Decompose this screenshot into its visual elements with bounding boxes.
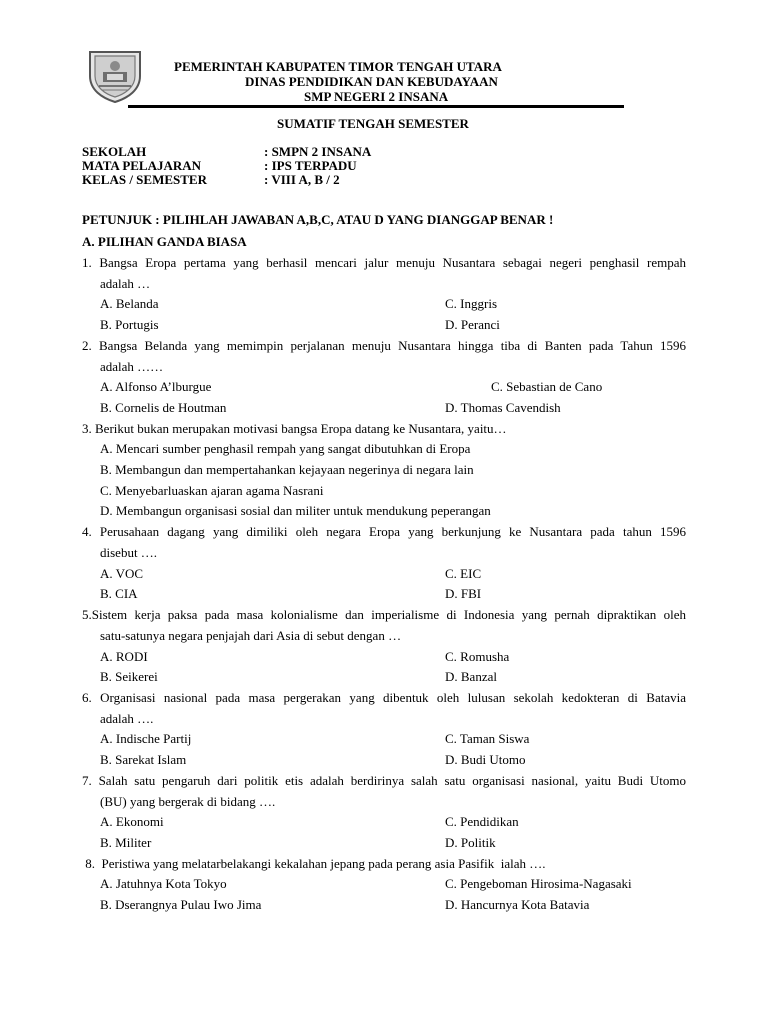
question-8-option-d: D. Hancurnya Kota Batavia (445, 897, 590, 912)
question-4-text: 4. Perusahaan dagang yang dimiliki oleh negara Eropa yang berkunjung ke Nusantara pada tahun 1596 (82, 524, 686, 539)
question-8-option-a: A. Jatuhnya Kota Tokyo (100, 876, 227, 891)
question-7-option-b: B. Militer (100, 835, 152, 850)
question-7-text: 7. Salah satu pengaruh dari politik etis adalah berdirinya salah satu organisasi nasional, yaitu Budi Utomo (82, 773, 686, 788)
question-8-option-c: C. Pengeboman Hirosima-Nagasaki (445, 876, 632, 891)
question-6-text: 6. Organisasi nasional pada masa pergerakan yang dibentuk oleh lulusan sekolah kedokteran di Batavia (82, 690, 686, 705)
question-1-option-d: D. Peranci (445, 317, 500, 332)
header-divider (128, 105, 624, 108)
header-school: SMP NEGERI 2 INSANA (304, 89, 449, 104)
question-6-text-cont: adalah …. (100, 711, 154, 726)
question-1-option-c: C. Inggris (445, 296, 497, 311)
header-government: PEMERINTAH KABUPATEN TIMOR TENGAH UTARA (174, 59, 502, 74)
question-5-option-a: A. RODI (100, 649, 148, 664)
question-3-text: 3. Berikut bukan merupakan motivasi bangsa Eropa datang ke Nusantara, yaitu… (82, 421, 507, 436)
section-heading: A. PILIHAN GANDA BIASA (82, 234, 247, 249)
question-6-option-a: A. Indische Partij (100, 731, 192, 746)
question-5-text: 5.Sistem kerja paksa pada masa kolonialisme dan imperialisme di Indonesia yang pernah dipraktikan oleh (82, 607, 686, 622)
question-4-option-a: A. VOC (100, 566, 144, 581)
instruction: PETUNJUK : PILIHLAH JAWABAN A,B,C, ATAU D YANG DIANGGAP BENAR ! (82, 212, 554, 227)
school-crest-logo (86, 46, 144, 104)
question-3-option-d: D. Membangun organisasi sosial dan militer untuk mendukung peperangan (100, 503, 491, 518)
info-label-school: SEKOLAH (82, 144, 147, 159)
info-value-subject: : IPS TERPADU (264, 158, 357, 173)
question-6-option-d: D. Budi Utomo (445, 752, 526, 767)
question-5-option-c: C. Romusha (445, 649, 510, 664)
question-3-option-a: A. Mencari sumber penghasil rempah yang sangat dibutuhkan di Eropa (100, 441, 471, 456)
question-2-text: 2. Bangsa Belanda yang memimpin perjalanan menuju Nusantara hingga tiba di Banten pada Tahun 1596 (82, 338, 686, 353)
question-2-option-b: B. Cornelis de Houtman (100, 400, 227, 415)
exam-title: SUMATIF TENGAH SEMESTER (277, 116, 469, 131)
question-4-option-d: D. FBI (445, 586, 482, 601)
info-label-subject: MATA PELAJARAN (82, 158, 202, 173)
question-7-option-a: A. Ekonomi (100, 814, 164, 829)
question-5-option-b: B. Seikerei (100, 669, 158, 684)
question-6-option-b: B. Sarekat Islam (100, 752, 187, 767)
info-value-class: : VIII A, B / 2 (264, 172, 340, 187)
question-1-option-b: B. Portugis (100, 317, 159, 332)
header-department: DINAS PENDIDIKAN DAN KEBUDAYAAN (245, 74, 498, 89)
question-7-option-d: D. Politik (445, 835, 496, 850)
question-3-option-b: B. Membangun dan mempertahankan kejayaan negerinya di negara lain (100, 462, 474, 477)
question-7-text-cont: (BU) yang bergerak di bidang …. (100, 794, 276, 809)
question-8-text: 8. Peristiwa yang melatarbelakangi kekalahan jepang pada perang asia Pasifik ialah …. (82, 856, 546, 871)
question-1-option-a: A. Belanda (100, 296, 159, 311)
question-1-text: 1. Bangsa Eropa pertama yang berhasil mencari jalur menuju Nusantara sebagai negeri penghasil rempah (82, 255, 686, 270)
question-4-option-c: C. EIC (445, 566, 482, 581)
question-1-text-cont: adalah … (100, 276, 151, 291)
question-8-option-b: B. Dserangnya Pulau Iwo Jima (100, 897, 262, 912)
info-value-school: : SMPN 2 INSANA (264, 144, 372, 159)
question-2-option-c: C. Sebastian de Cano (491, 379, 603, 394)
info-label-class: KELAS / SEMESTER (82, 172, 207, 187)
question-6-option-c: C. Taman Siswa (445, 731, 530, 746)
question-7-option-c: C. Pendidikan (445, 814, 519, 829)
question-2-option-d: D. Thomas Cavendish (445, 400, 561, 415)
question-4-text-cont: disebut …. (100, 545, 158, 560)
question-5-option-d: D. Banzal (445, 669, 497, 684)
question-2-text-cont: adalah …… (100, 359, 164, 374)
question-3-option-c: C. Menyebarluaskan ajaran agama Nasrani (100, 483, 324, 498)
question-4-option-b: B. CIA (100, 586, 138, 601)
question-5-text-cont: satu-satunya negara penjajah dari Asia di sebut dengan … (100, 628, 402, 643)
question-2-option-a: A. Alfonso A’lburgue (100, 379, 212, 394)
